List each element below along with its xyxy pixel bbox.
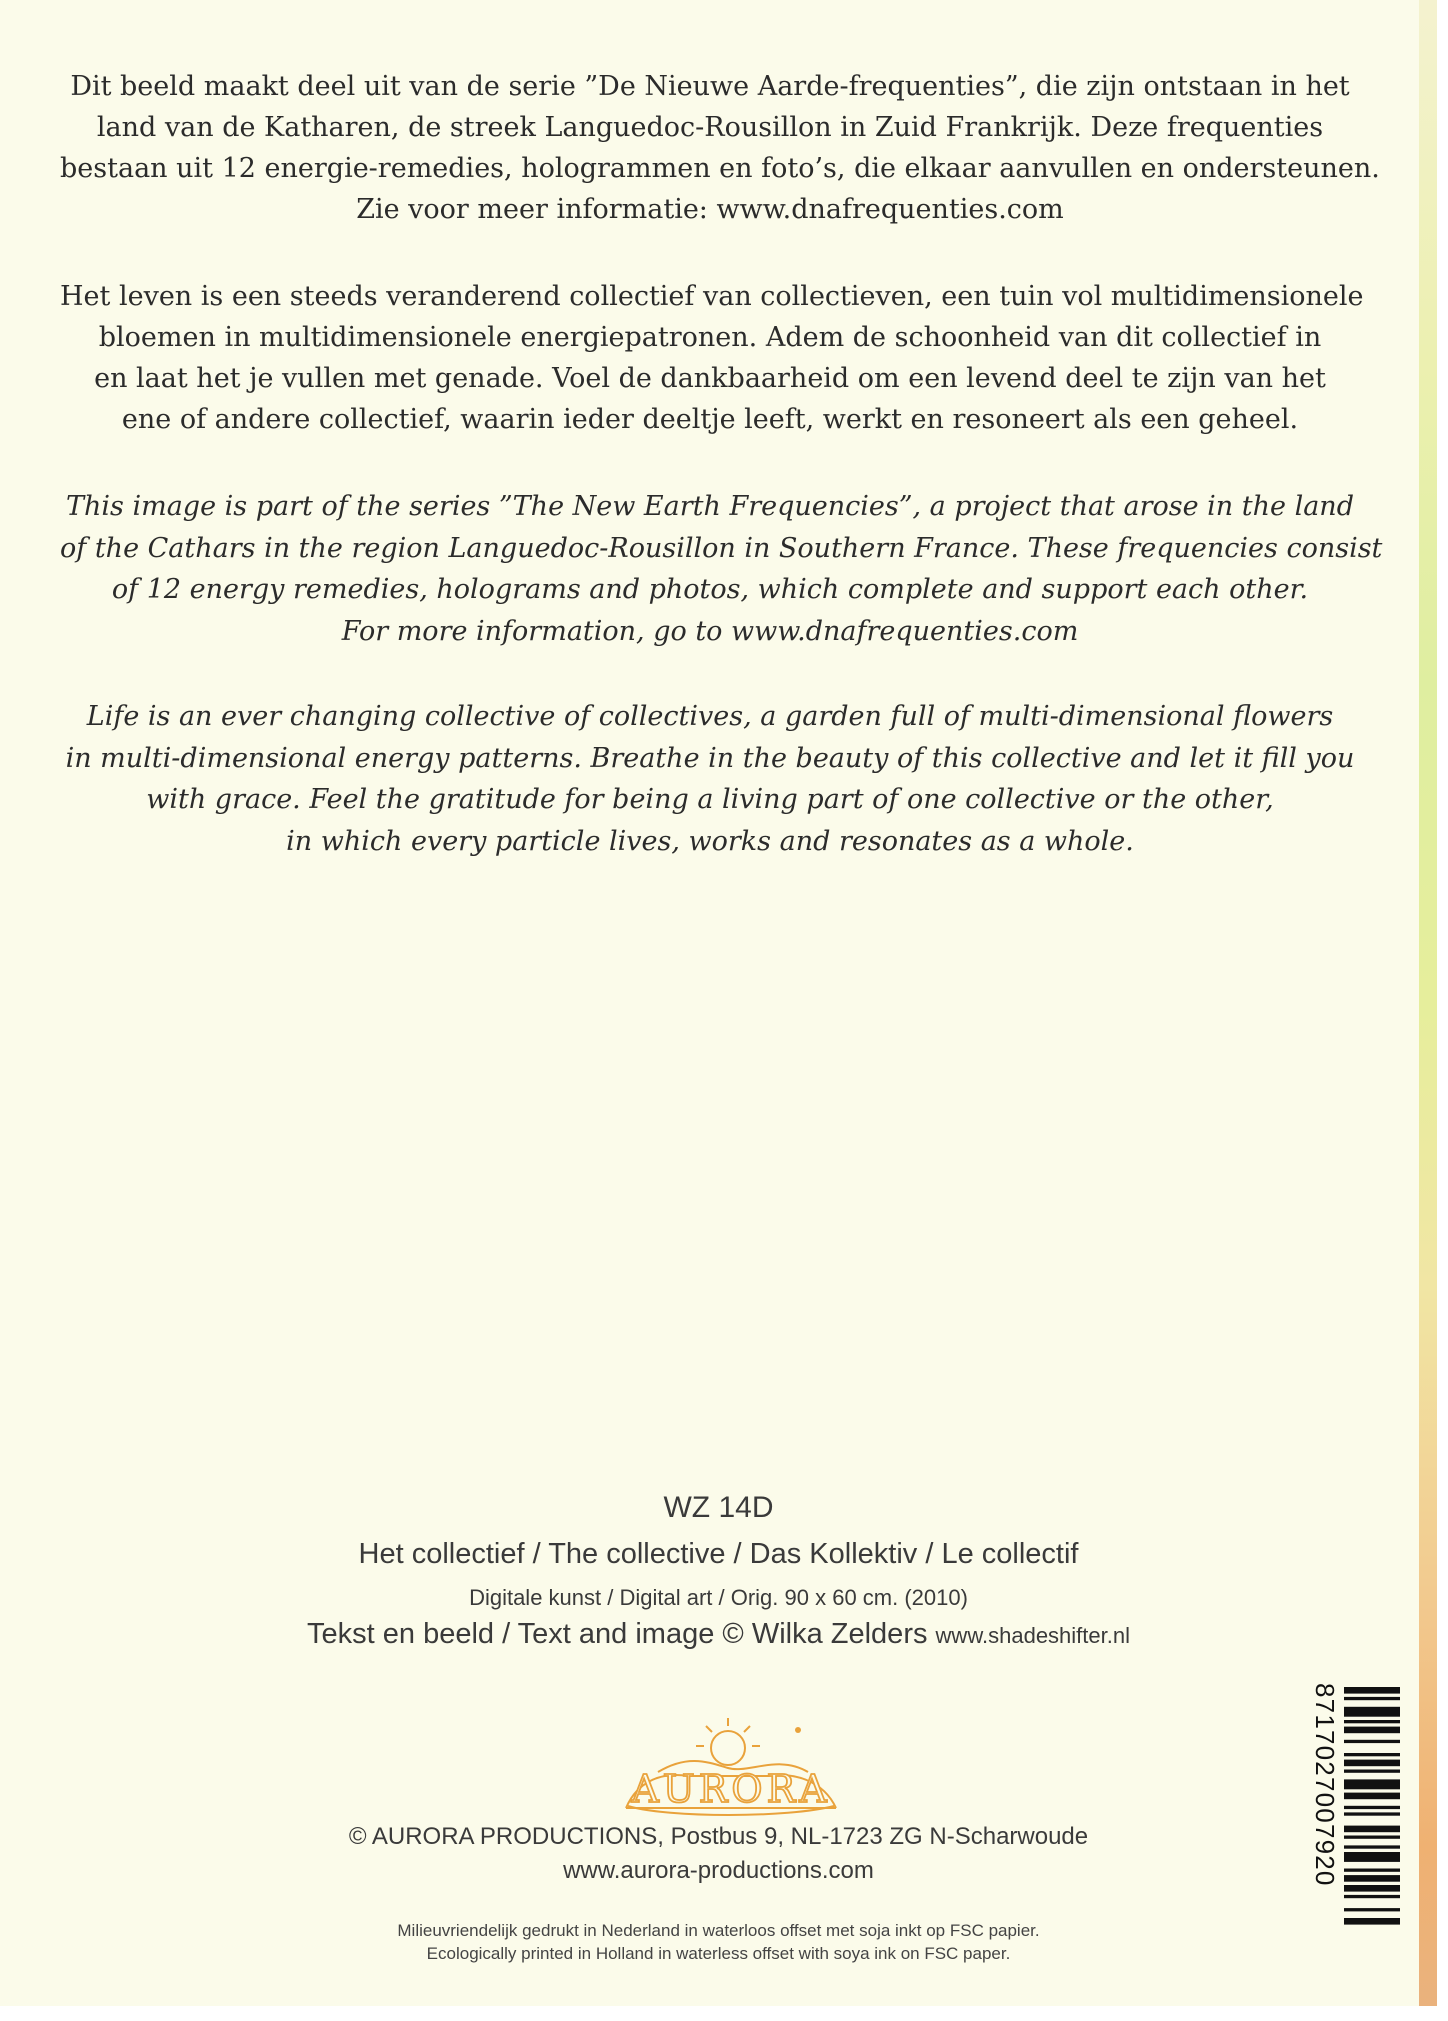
publisher-website: www.aurora-productions.com	[563, 1857, 874, 1884]
barcode-bar	[1344, 1845, 1400, 1848]
logo-lettering: AURORA	[631, 1767, 831, 1811]
artwork-title: Het collectief / The collective / Das Kollektiv / Le collectif	[358, 1538, 1079, 1570]
text-line: with grace. Feel the gratitude for being a living part of one collective or the other,	[146, 784, 1274, 815]
publisher-address: © AURORA PRODUCTIONS, Postbus 9, NL-1723 ZG N-Scharwoude	[348, 1823, 1089, 1850]
barcode-bar	[1344, 1687, 1400, 1694]
barcode-bars	[1344, 1687, 1400, 1925]
artwork-code: WZ 14D	[663, 1491, 774, 1524]
barcode-bar	[1344, 1727, 1400, 1734]
text-line: of the Cathars in the region Languedoc-Rousillon in Southern France. These frequencies consist	[60, 532, 1383, 564]
english-paragraph-2	[60, 696, 1360, 862]
text-line: in multi-dimensional energy patterns. Breathe in the beauty of this collective and let it fill you	[65, 742, 1355, 774]
front-image-edge-strip	[1419, 0, 1437, 2006]
artwork-credit	[0, 1618, 1437, 1651]
barcode-bar	[1344, 1740, 1400, 1743]
text-line: Het leven is een steeds veranderend collectief van collectieven, een tuin vol multidimensionele	[60, 281, 1364, 312]
barcode-bar	[1344, 1720, 1400, 1723]
barcode-bar	[1344, 1760, 1400, 1767]
rising-sun-logo-icon	[618, 1710, 848, 1820]
text-line: This image is part of the series ”The New Earth Frequencies”, a project that arose in the land	[66, 491, 1354, 522]
text-line: bestaan uit 12 energie-remedies, hologrammen en foto’s, die elkaar aanvullen en ondersteunen.	[60, 153, 1380, 184]
barcode-bar	[1344, 1895, 1400, 1898]
barcode	[1304, 1683, 1404, 1931]
text-line: For more information, go to www.dnafrequenties.com	[341, 615, 1079, 647]
text-line: Zie voor meer informatie: www.dnafrequenties.com	[356, 194, 1064, 225]
barcode-bar	[1344, 1869, 1400, 1872]
barcode-bar	[1344, 1779, 1400, 1789]
dutch-paragraph-2	[60, 276, 1364, 440]
barcode-bar	[1344, 1918, 1400, 1925]
text-line: land van de Katharen, de streek Languedoc-Rousillon in Zuid Frankrijk. Deze frequenties	[96, 112, 1324, 143]
barcode-bar	[1344, 1753, 1400, 1756]
barcode-bar	[1344, 1793, 1400, 1800]
eco-notice-dutch: Milieuvriendelijk gedrukt in Nederland in waterloos offset met soja inkt op FSC papier.	[397, 1921, 1040, 1940]
text-line: bloemen in multidimensionele energiepatronen. Adem de schoonheid van dit collectief in	[98, 322, 1322, 353]
eco-notice-english: Ecologically printed in Holland in waterless offset with soya ink on FSC paper.	[426, 1944, 1011, 1963]
text-line: in which every particle lives, works and resonates as a whole.	[286, 825, 1134, 857]
barcode-graphic	[1304, 1683, 1404, 1931]
dutch-paragraph-1	[60, 66, 1380, 230]
barcode-bar	[1344, 1826, 1400, 1833]
barcode-bar	[1344, 1908, 1400, 1911]
text-line: of 12 energy remedies, holograms and photos, which complete and support each other.	[111, 574, 1309, 605]
artwork-medium: Digitale kunst / Digital art / Orig. 90 x 60 cm. (2010)	[469, 1585, 968, 1610]
barcode-bar	[1344, 1770, 1400, 1773]
text-line: en laat het je vullen met genade. Voel de dankbaarheid om een levend deel te zijn van het	[94, 363, 1326, 394]
barcode-bar	[1344, 1875, 1400, 1882]
barcode-bar	[1344, 1697, 1400, 1700]
english-paragraph-1	[60, 486, 1383, 652]
barcode-bar	[1344, 1806, 1400, 1809]
text-line: Life is an ever changing collective of collectives, a garden full of multi-dimensional flowers	[86, 701, 1334, 732]
barcode-number: 8717027007920	[1310, 1683, 1340, 1887]
barcode-bar	[1344, 1885, 1400, 1892]
credit-website: www.shadeshifter.nl	[935, 1623, 1130, 1648]
barcode-bar	[1344, 1852, 1400, 1862]
text-line: Dit beeld maakt deel uit van de serie ”De Nieuwe Aarde-frequenties”, die zijn ontstaan in het	[70, 71, 1350, 102]
barcode-bar	[1344, 1812, 1400, 1815]
text-line: ene of andere collectief, waarin ieder deeltje leeft, werkt en resoneert als een geheel.	[121, 404, 1299, 435]
barcode-bar	[1344, 1836, 1400, 1839]
credit-text: Tekst en beeld / Text and image © Wilka Zelders	[307, 1618, 928, 1650]
barcode-bar	[1344, 1707, 1400, 1717]
